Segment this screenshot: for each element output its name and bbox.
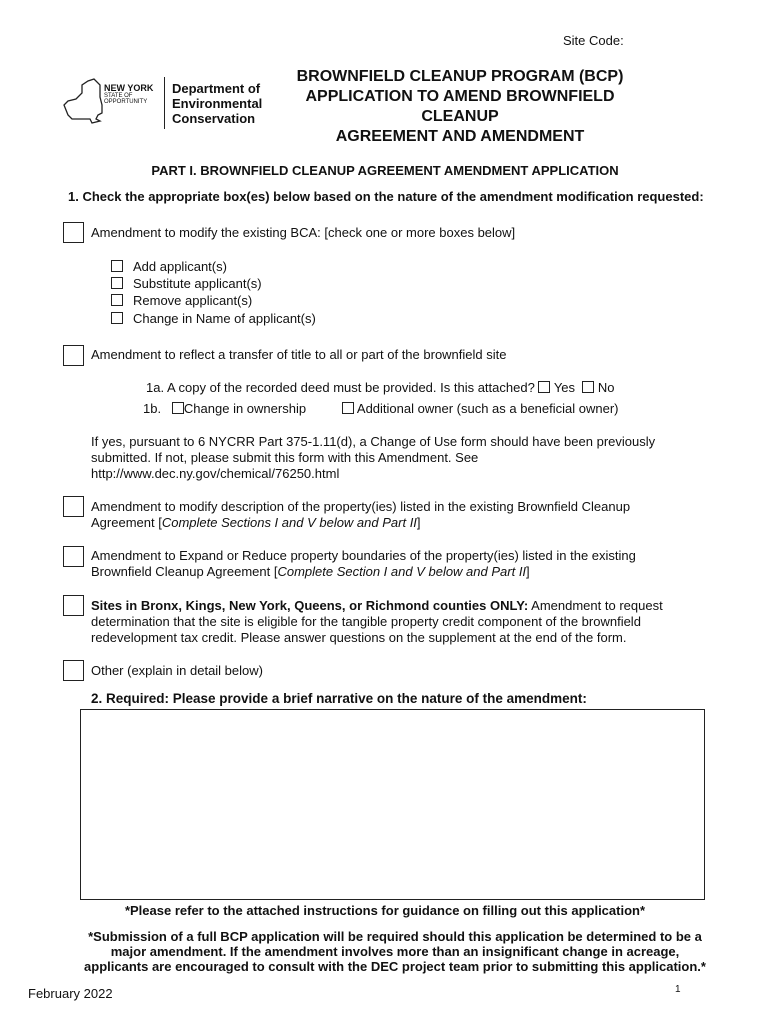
site-code-label: Site Code:	[563, 33, 624, 48]
nyc-sites-rest: Amendment to request	[528, 598, 663, 613]
modify-description-italic: Complete Sections I and V below and Part II	[161, 515, 417, 530]
modify-description-prefix: Agreement [	[91, 515, 162, 530]
refer-instructions-note: *Please refer to the attached instructions for guidance on filling out this application*	[124, 903, 646, 918]
submission-line2: major amendment. If the amendment involves more than an insignificant change in acreage,	[110, 944, 680, 959]
other-checkbox[interactable]	[63, 660, 84, 681]
narrative-textarea[interactable]	[80, 709, 705, 900]
ny-line2: STATE OF	[104, 93, 133, 99]
modify-description-suffix: ]	[416, 515, 421, 530]
title-line2: APPLICATION TO AMEND BROWNFIELD CLEANUP	[305, 88, 615, 125]
if-yes-link[interactable]: http://www.dec.ny.gov/chemical/76250.html	[91, 466, 340, 481]
sub-option-add-applicant	[111, 258, 227, 275]
page-number: 1	[675, 984, 681, 995]
modify-bca-label: Amendment to modify the existing BCA: [check one or more boxes below]	[91, 225, 516, 240]
q1a-row	[146, 380, 615, 396]
ny-state-wordmark	[104, 84, 153, 105]
nyc-sites-line3: redevelopment tax credit. Please answer questions on the supplement at the end of the form.	[91, 630, 627, 645]
modify-description-label	[91, 499, 630, 531]
form-title	[270, 67, 650, 147]
submission-line3: applicants are encouraged to consult with the DEC project team prior to submitting this application.*	[84, 959, 706, 974]
nyc-sites-checkbox[interactable]	[63, 595, 84, 616]
expand-reduce-line2	[91, 564, 636, 580]
part1-heading: PART I. BROWNFIELD CLEANUP AGREEMENT AMENDMENT APPLICATION	[151, 163, 619, 178]
if-yes-instructions	[91, 434, 655, 482]
modify-description-checkbox[interactable]	[63, 496, 84, 517]
modify-bca-checkbox[interactable]	[63, 222, 84, 243]
other-label: Other (explain in detail below)	[91, 663, 263, 678]
additional-owner-checkbox[interactable]	[342, 402, 354, 414]
q1a-no-checkbox[interactable]	[582, 381, 594, 393]
change-name-label: Change in Name of applicant(s)	[133, 311, 316, 326]
transfer-title-label: Amendment to reflect a transfer of title to all or part of the brownfield site	[91, 347, 507, 362]
q1b-label: 1b.	[143, 401, 162, 416]
sub-option-change-name	[111, 310, 316, 327]
expand-reduce-checkbox[interactable]	[63, 546, 84, 567]
add-applicant-label: Add applicant(s)	[133, 259, 227, 274]
additional-owner-label: Additional owner (such as a beneficial owner)	[356, 401, 619, 416]
dec-wordmark	[172, 81, 262, 126]
ny-line1: NEW YORK	[104, 83, 154, 93]
change-ownership-checkbox[interactable]	[172, 402, 184, 414]
expand-reduce-line1: Amendment to Expand or Reduce property boundaries of the property(ies) listed in the existing	[91, 548, 636, 563]
expand-reduce-label	[91, 548, 636, 580]
nyc-sites-label	[91, 598, 663, 646]
q1b-row	[143, 401, 306, 417]
change-name-checkbox[interactable]	[111, 312, 123, 324]
nyc-sites-line2: determination that the site is eligible for the tangible property credit component of the brownfield	[91, 614, 641, 629]
modify-description-line1: Amendment to modify description of the property(ies) listed in the existing Brownfield Cleanup	[91, 499, 631, 514]
nysdec-logo	[60, 75, 270, 135]
q1a-yes-label: Yes	[553, 380, 576, 395]
dept-line3: Conservation	[172, 111, 256, 126]
substitute-applicant-label: Substitute applicant(s)	[133, 276, 262, 291]
change-ownership-label: Change in ownership	[183, 401, 307, 416]
nyc-sites-line1	[91, 598, 663, 614]
q1a-text: 1a. A copy of the recorded deed must be provided. Is this attached?	[146, 380, 535, 395]
modify-description-line2	[91, 515, 630, 531]
remove-applicant-checkbox[interactable]	[111, 294, 123, 306]
sub-option-substitute-applicant	[111, 275, 262, 292]
dept-line2: Environmental	[172, 96, 263, 111]
additional-owner-row	[342, 401, 619, 417]
if-yes-line1: If yes, pursuant to 6 NYCRR Part 375-1.11(d), a Change of Use form should have been previously	[91, 434, 656, 449]
transfer-title-checkbox[interactable]	[63, 345, 84, 366]
q1a-no-label: No	[597, 380, 615, 395]
submission-line1: *Submission of a full BCP application will be required should this application be determined to be a	[88, 929, 702, 944]
add-applicant-checkbox[interactable]	[111, 260, 123, 272]
submission-note	[55, 929, 735, 974]
new-york-state-map-icon	[60, 75, 106, 125]
question1-label: 1. Check the appropriate box(es) below based on the nature of the amendment modification requested:	[68, 189, 704, 204]
if-yes-line2: submitted. If not, please submit this form with this Amendment. See	[91, 450, 479, 465]
title-line1: BROWNFIELD CLEANUP PROGRAM (BCP)	[296, 68, 624, 85]
dept-line1: Department of	[172, 81, 261, 96]
expand-reduce-suffix: ]	[526, 564, 530, 579]
remove-applicant-label: Remove applicant(s)	[133, 293, 253, 308]
ny-line3: OPPORTUNITY	[104, 99, 148, 105]
sub-option-remove-applicant	[111, 292, 252, 309]
q1a-yes-checkbox[interactable]	[538, 381, 550, 393]
substitute-applicant-checkbox[interactable]	[111, 277, 123, 289]
expand-reduce-prefix: Brownfield Cleanup Agreement [	[91, 564, 278, 579]
nyc-sites-bold: Sites in Bronx, Kings, New York, Queens, or Richmond counties ONLY:	[91, 598, 529, 613]
expand-reduce-italic: Complete Section I and V below and Part II	[277, 564, 527, 579]
footer-date: February 2022	[28, 986, 113, 1001]
title-line3: AGREEMENT AND AMENDMENT	[335, 128, 585, 145]
logo-divider	[164, 77, 165, 129]
question2-label: 2. Required: Please provide a brief narrative on the nature of the amendment:	[91, 691, 587, 706]
